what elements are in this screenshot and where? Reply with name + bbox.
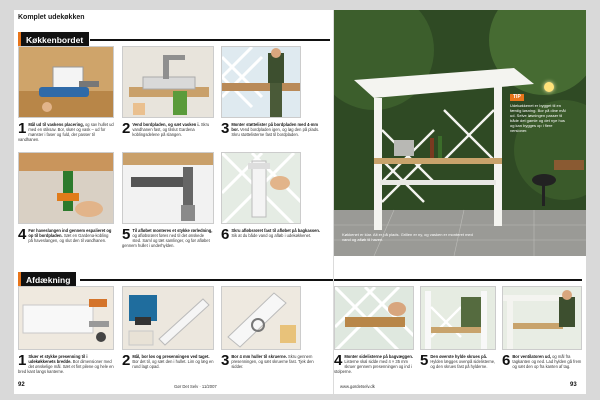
finish-caption-4 <box>334 354 416 374</box>
finish-photo-4 <box>334 286 414 350</box>
finish-caption-2 <box>122 354 214 369</box>
step-photo-2 <box>122 46 214 118</box>
step-caption-5 <box>122 228 214 248</box>
step-bold: Bor ventilatoren ud, <box>512 354 552 359</box>
step-number: 4 <box>18 226 27 243</box>
step-bold: Skær et stykke presenning til i udekøkkenets bredde. <box>28 354 88 364</box>
step-caption-6 <box>221 228 325 241</box>
step-text: Sik at du både vand og afløb i udekøkkenet. <box>231 233 312 238</box>
step-caption-3 <box>221 122 325 137</box>
step-photo-3 <box>221 46 301 118</box>
magazine-spread <box>14 10 586 394</box>
step-number: 2 <box>122 352 131 369</box>
step-number: 1 <box>18 120 27 137</box>
step-text: og mål fra tagkanten og ned. Lad hylden gå frem og sæt den op fra kanten af tag. <box>512 354 582 369</box>
tip-label: TIP <box>510 94 524 101</box>
step-caption-4 <box>18 228 114 243</box>
step-photo-4 <box>18 152 114 224</box>
photo-caption: Køkkenet er klar. Alt er på plads. Grillen er ny, og vasken er monteret med vand og afløb til haven. <box>342 232 473 242</box>
step-number: 3 <box>221 120 230 137</box>
step-number: 6 <box>502 352 511 369</box>
finish-photo-6 <box>502 286 582 350</box>
step-number: 5 <box>122 226 131 243</box>
step-text: Hylden lægges ovenpå sidelisterne, og den skrues fast på hylderne. <box>430 359 496 369</box>
step-bold: Monter sidelisterne på bagvæggen. <box>344 354 414 359</box>
tip-text: Udekøkkenet er bygget til en færdig løsning. Bor på dine mål ud. Selve løsningen passer til både det gamle og det nye hus og kan bygges op i flere versioner. <box>510 103 566 133</box>
finish-caption-1 <box>18 354 114 374</box>
step-number: 6 <box>221 226 230 243</box>
page-number-left: 92 <box>18 382 25 388</box>
magazine-title: Komplet udekøkken <box>18 14 85 21</box>
step-bold: Vend bordpladen, og sæt vasken i. <box>132 122 200 127</box>
step-number: 5 <box>420 352 429 369</box>
finish-photo-2 <box>122 286 214 350</box>
finish-caption-6 <box>502 354 582 369</box>
lightbulb-icon <box>544 82 554 92</box>
step-bold: Monter støttelister på bordpladen med 4-mm bor. <box>231 122 319 132</box>
section-divider <box>90 39 330 41</box>
tip-box <box>510 94 568 133</box>
step-text: og sav hullet ud med en stiksav. Bor, skær og vask – ud for mønster i faser og fuld, der passer til vandhanen. <box>18 122 114 142</box>
step-number: 2 <box>122 120 131 137</box>
finish-photo-1 <box>18 286 114 350</box>
step-caption-1 <box>18 122 114 142</box>
finish-photo-3 <box>221 286 301 350</box>
step-bold: Bor 4 mm huller til skruerne. <box>231 354 287 359</box>
step-bold: Mål, bor løs og presenningen ved taget. <box>132 354 210 359</box>
footer-center: www.gørdetselv.dk <box>340 384 375 389</box>
step-photo-1 <box>18 46 114 118</box>
page-number-right: 93 <box>570 382 577 388</box>
step-number: 4 <box>334 352 343 369</box>
finish-caption-3 <box>221 354 325 369</box>
step-text: Skru vandhanen fast, og tilslut Gardena koblingsdelene på slangen. <box>132 122 210 137</box>
section-label-kitchen: Køkkenbordet <box>18 32 89 48</box>
finish-photo-5 <box>420 286 496 350</box>
section-label-finish: Afdækning <box>18 272 76 288</box>
left-page <box>14 10 334 394</box>
step-bold: Før haveslangen ind gennem espalieret og op til bordpladen. <box>28 228 112 238</box>
step-number: 3 <box>221 352 230 369</box>
footer-left: Gør Det Selv · 11/2007 <box>174 384 217 389</box>
step-bold: Til afløbet monteres et stykke rørledning, <box>132 228 213 233</box>
step-text: Sæt en Gardena-kobling på haveslangen, og slut den til vandhanen. <box>28 233 109 243</box>
step-text: Vend bordpladen igen, og løg den på plads. Skru støttelisterne fast til bordpladen. <box>231 127 320 137</box>
step-caption-2 <box>122 122 214 137</box>
step-bold: Skru afløbsrøret fast til afløbet på bagkassen. <box>231 228 321 233</box>
step-photo-5 <box>122 152 214 224</box>
section-divider <box>334 279 582 281</box>
step-text: Skru gennem presenningen, og sæt skruerne fast. Tjek den sidder. <box>231 354 314 369</box>
step-text: Bor dimensioner med det ønskelige mål. Sæt et fint pilene og hele en bred kant langs kanterne. <box>18 359 114 374</box>
step-number: 1 <box>18 352 27 369</box>
step-photo-6 <box>221 152 301 224</box>
step-bold: Den øverste hylde skrues på. <box>430 354 487 359</box>
outdoor-kitchen-photo <box>334 10 586 256</box>
section-divider <box>80 279 334 281</box>
step-text: Bor det til, og sæt den i hullet. Lim og læg en rund lagt opad. <box>132 359 214 369</box>
step-text: og afløbsrøret føres ned til det ønskede sted. Saml og tæt samlinger, og før afløbet gennem hullet i underhylden. <box>122 233 210 248</box>
step-text: Listerne skal sidde med 4 × 35 mm skruer gennem presenningen og ind i stolperne. <box>334 359 412 374</box>
finish-caption-5 <box>420 354 498 369</box>
right-page <box>334 10 586 394</box>
step-bold: Mål ud til vaskens placering, <box>28 122 84 127</box>
